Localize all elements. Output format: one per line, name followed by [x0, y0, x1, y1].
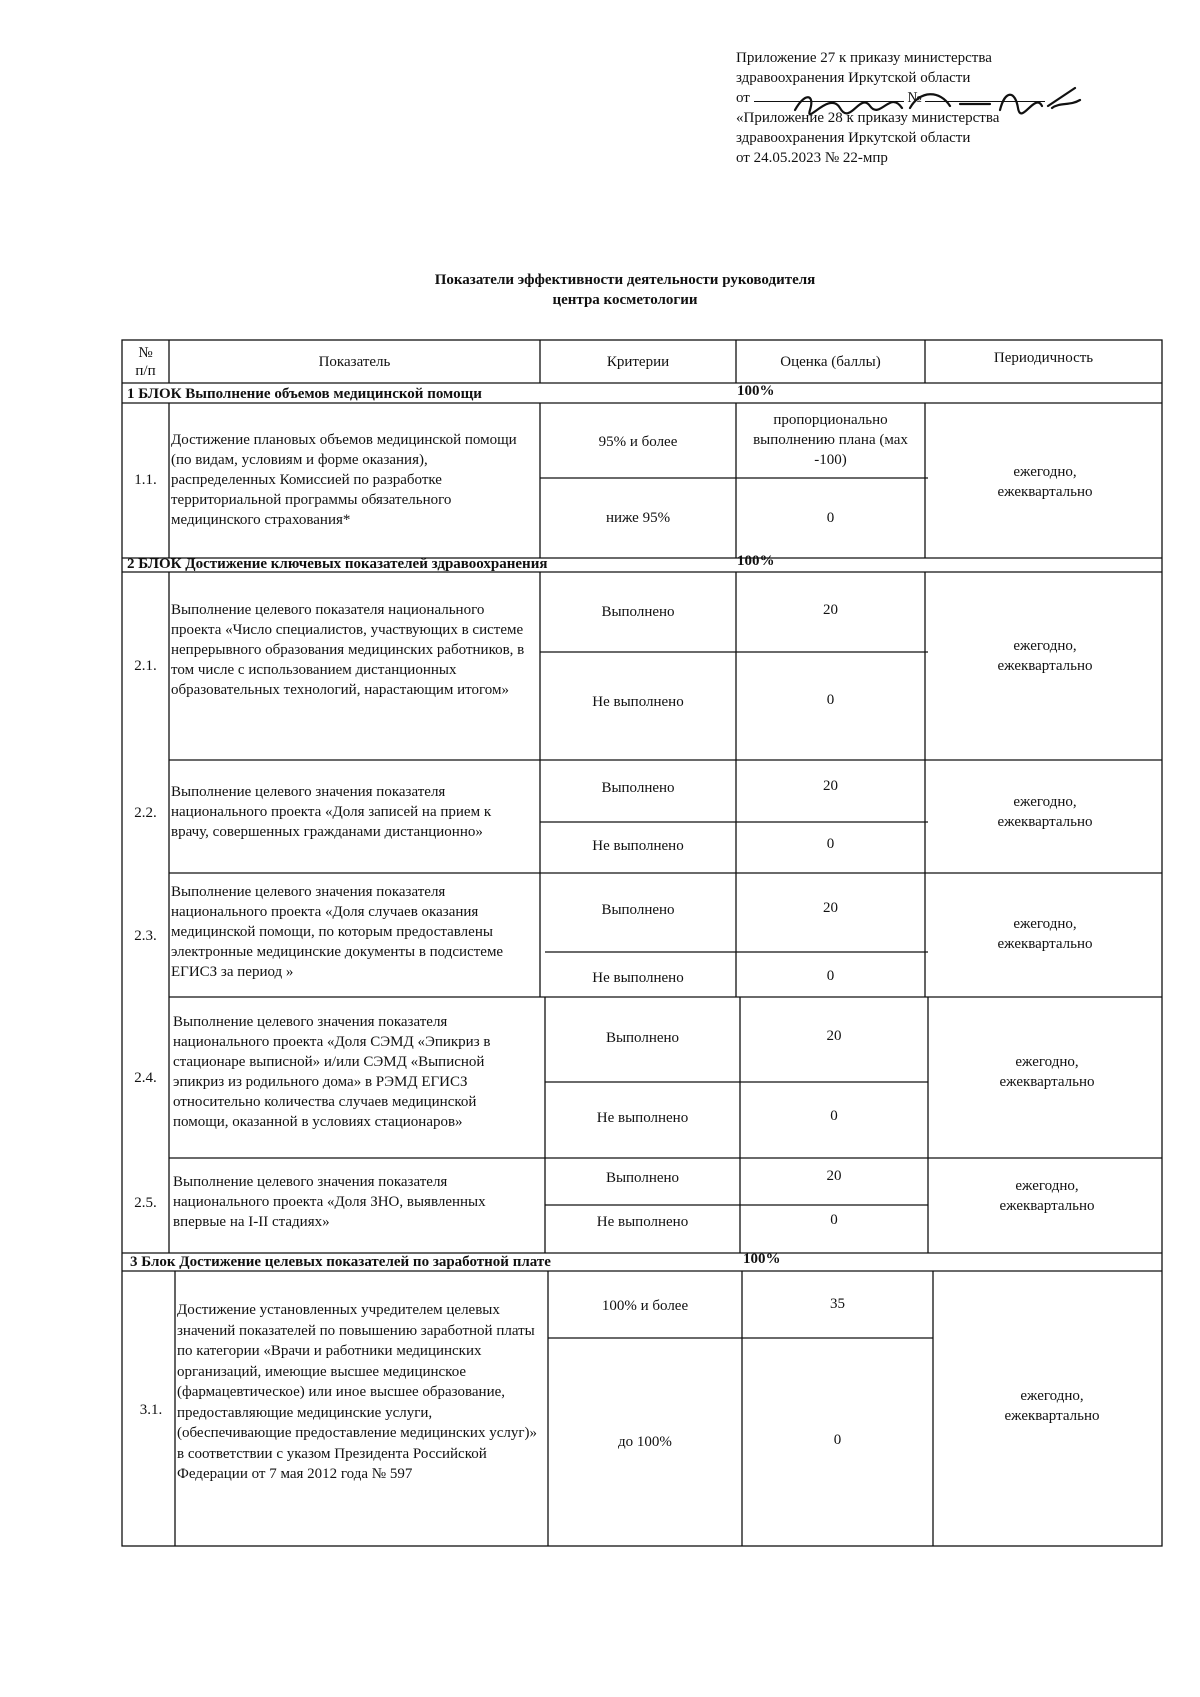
- row-3-1-score-1: 35: [830, 1296, 845, 1312]
- title-line-2: центра косметологии: [552, 292, 698, 308]
- row-1-1-num: 1.1.: [134, 472, 157, 488]
- row-2-1-score-2: 0: [826, 692, 835, 708]
- row-2-1-criteria-1: Выполнено: [601, 604, 675, 620]
- row-2-1-score-1: 20: [823, 602, 838, 618]
- header-line-5: здравоохранения Иркутской области: [736, 130, 971, 146]
- row-2-1-criteria-2: Не выполнено: [592, 694, 684, 710]
- header-line-1: Приложение 27 к приказу министерства: [736, 50, 992, 66]
- row-2-5-periodicity: ежегодно, ежеквартально: [999, 1178, 1095, 1214]
- block-2-percent: 100%: [737, 553, 775, 569]
- row-3-1-indicator: Достижение установленных учредителем целевых значений показателей по повышению заработной платы по категории «Врачи и работники медицинских организаций, имеющие высшее медицинское (фармацевтическое) или иное высшее образование, предоставляющие медицинские услуги, (обеспечивающие предоставление медицинских услуг)» в соответствии с указом Президента Российской Федерации от 7 мая 2012 года № 597: [177, 1302, 537, 1482]
- row-2-5-num: 2.5.: [134, 1195, 157, 1211]
- row-1-1-periodicity: ежегодно, ежеквартально: [997, 464, 1093, 500]
- row-1-1-score-2: 0: [826, 510, 835, 526]
- block-2-title: 2 БЛОК Достижение ключевых показателей здравоохранения: [127, 556, 548, 572]
- row-1-1-score-1: пропорционально выполнению плана (мах -100): [753, 412, 908, 468]
- header-num: [122, 344, 169, 380]
- block-1-title: 1 БЛОК Выполнение объемов медицинской помощи: [127, 386, 482, 402]
- row-2-2-score-1: 20: [823, 778, 838, 794]
- row-2-4-score-1: 20: [826, 1028, 842, 1044]
- row-3-1-criteria-2: до 100%: [618, 1434, 672, 1450]
- row-2-1-periodicity: ежегодно, ежеквартально: [997, 638, 1093, 674]
- header-line-4: «Приложение 28 к приказу министерства: [736, 110, 1000, 126]
- header-num-line-1: №: [138, 345, 153, 361]
- row-2-4-criteria-1: Выполнено: [605, 1030, 680, 1046]
- row-2-5-criteria-1: Выполнено: [605, 1170, 680, 1186]
- row-2-3-criteria-2: Не выполнено: [592, 970, 684, 986]
- title-line-1: Показатели эффективности деятельности руководителя: [434, 272, 816, 288]
- header-periodicity: Периодичность: [993, 350, 1094, 366]
- row-2-3-score-2: 0: [826, 968, 835, 984]
- row-2-3-num: 2.3.: [134, 928, 157, 944]
- header-line-2: здравоохранения Иркутской области: [736, 70, 971, 86]
- header-number-sign: №: [907, 90, 922, 106]
- row-2-3-periodicity: ежегодно, ежеквартально: [997, 916, 1093, 952]
- block-3-percent: 100%: [743, 1251, 781, 1267]
- header-score: Оценка (баллы): [780, 354, 881, 370]
- row-2-2-periodicity: ежегодно, ежеквартально: [997, 794, 1093, 830]
- row-2-4-num: 2.4.: [134, 1070, 157, 1086]
- row-2-1-num: 2.1.: [134, 658, 157, 674]
- header-indicator: Показатель: [318, 354, 391, 370]
- row-3-1-criteria-1: 100% и более: [601, 1298, 689, 1314]
- row-2-4-score-2: 0: [830, 1108, 838, 1124]
- row-2-4-indicator: Выполнение целевого значения показателя национального проекта «Доля СЭМД «Эпикриз в стационаре выписной» и/или СЭМД «Выписной эпикриз из родильного дома» в РЭМД ЕГИСЗ относительно количества случаев медицинской помощи, оказанной в условиях стационаров»: [173, 1014, 491, 1130]
- row-2-3-score-1: 20: [823, 900, 838, 916]
- row-2-2-criteria-1: Выполнено: [601, 780, 675, 796]
- row-2-5-score-2: 0: [830, 1212, 838, 1228]
- row-2-1-indicator: Выполнение целевого показателя национального проекта «Число специалистов, участвующих в системе непрерывного образования медицинских работников, в том числе с использованием дистанционных образовательных технологий, нарастающим итогом»: [171, 602, 525, 698]
- row-2-2-criteria-2: Не выполнено: [592, 838, 684, 854]
- row-3-1-score-2: 0: [833, 1432, 842, 1448]
- row-2-3-criteria-1: Выполнено: [601, 902, 675, 918]
- block-1-percent: 100%: [737, 383, 775, 399]
- row-1-1-indicator: Достижение плановых объемов медицинской помощи (по видам, условиям и форме оказания), распределенных Комиссией по разработке территориальной программы обязательного медицинского страхования*: [171, 432, 517, 528]
- row-1-1-criteria-2: ниже 95%: [605, 510, 671, 526]
- row-3-1-num: 3.1.: [139, 1402, 163, 1418]
- row-2-3-indicator: Выполнение целевого значения показателя национального проекта «Доля случаев оказания медицинской помощи, по которым предоставлены электронные медицинские документы в подсистеме ЕГИСЗ за период »: [171, 884, 504, 980]
- header-num-line-2: п/п: [135, 363, 156, 379]
- row-2-2-indicator: Выполнение целевого значения показателя национального проекта «Доля записей на прием к врачу, совершенных гражданами дистанционно»: [171, 784, 492, 840]
- row-2-5-score-1: 20: [826, 1168, 842, 1184]
- row-2-4-periodicity: ежегодно, ежеквартально: [999, 1054, 1095, 1090]
- row-1-1-criteria-1: 95% и более: [598, 434, 678, 450]
- block-3-title: 3 Блок Достижение целевых показателей по заработной плате: [130, 1254, 551, 1270]
- row-3-1-periodicity: ежегодно, ежеквартально: [1004, 1388, 1100, 1424]
- header-date-prefix: от: [736, 90, 750, 106]
- row-2-4-criteria-2: Не выполнено: [596, 1110, 689, 1126]
- row-2-2-score-2: 0: [826, 836, 835, 852]
- row-2-2-num: 2.2.: [134, 805, 157, 821]
- row-2-5-criteria-2: Не выполнено: [596, 1214, 689, 1230]
- header-line-6: от 24.05.2023 № 22-мпр: [736, 150, 888, 166]
- row-2-5-indicator: Выполнение целевого значения показателя национального проекта «Доля ЗНО, выявленных впервые на I-II стадиях»: [173, 1174, 486, 1230]
- header-criteria: Критерии: [606, 354, 670, 370]
